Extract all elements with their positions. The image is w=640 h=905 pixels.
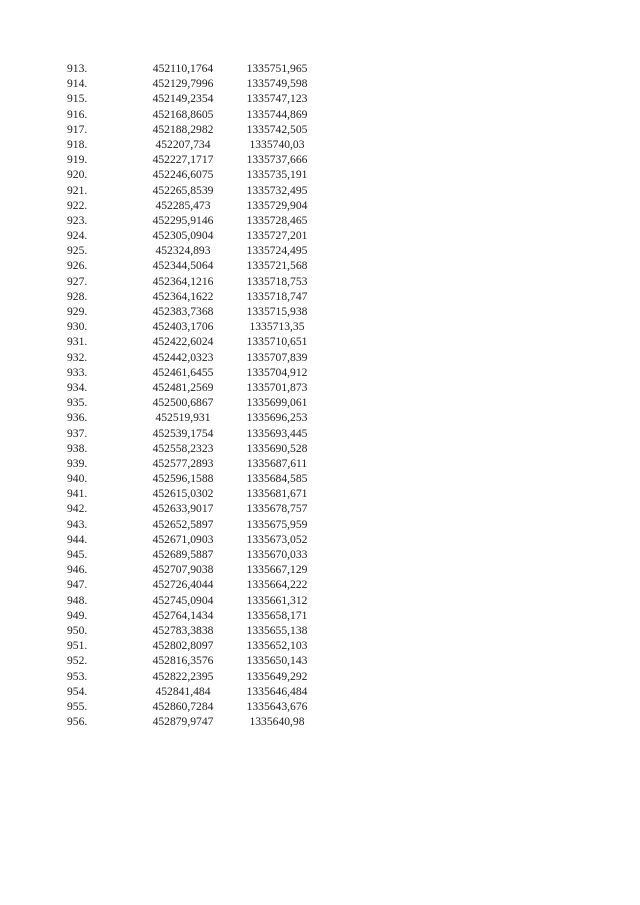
x-coordinate: 452227,1717 <box>152 153 214 167</box>
table-row <box>0 76 640 91</box>
table-row <box>0 532 640 547</box>
table-row <box>0 258 640 273</box>
table-row <box>0 471 640 486</box>
point-number: 951. <box>67 639 88 653</box>
point-number: 916. <box>67 107 88 121</box>
point-number: 920. <box>67 168 88 182</box>
table-row <box>0 426 640 441</box>
point-number: 946. <box>67 563 88 577</box>
table-row <box>0 623 640 638</box>
y-coordinate: 1335727,201 <box>246 229 308 243</box>
point-number: 913. <box>67 62 88 75</box>
y-coordinate: 1335684,585 <box>246 472 308 486</box>
y-coordinate: 1335699,061 <box>246 396 308 410</box>
point-number: 948. <box>67 593 88 607</box>
x-coordinate: 452149,2354 <box>152 92 214 106</box>
table-row <box>0 274 640 289</box>
table-row <box>0 486 640 501</box>
table-row <box>0 228 640 243</box>
y-coordinate: 1335728,465 <box>246 213 308 227</box>
y-coordinate: 1335729,904 <box>246 198 308 212</box>
y-coordinate: 1335751,965 <box>246 62 308 75</box>
table-row <box>0 167 640 182</box>
table-row <box>0 107 640 122</box>
point-number: 921. <box>67 183 88 197</box>
y-coordinate: 1335707,839 <box>246 350 308 364</box>
x-coordinate: 452442,0323 <box>152 350 214 364</box>
y-coordinate: 1335737,666 <box>246 153 308 167</box>
x-coordinate: 452285,473 <box>155 198 211 212</box>
point-number: 930. <box>67 320 88 334</box>
table-row <box>0 350 640 365</box>
y-coordinate: 1335675,959 <box>246 517 308 531</box>
x-coordinate: 452403,1706 <box>152 320 214 334</box>
x-coordinate: 452246,6075 <box>152 168 214 182</box>
x-coordinate: 452802,8097 <box>152 639 214 653</box>
point-number: 955. <box>67 699 88 713</box>
x-coordinate: 452558,2323 <box>152 441 214 455</box>
x-coordinate: 452671,0903 <box>152 532 214 546</box>
table-row <box>0 304 640 319</box>
point-number: 925. <box>67 244 88 258</box>
y-coordinate: 1335696,253 <box>246 411 308 425</box>
point-number: 915. <box>67 92 88 106</box>
point-number: 917. <box>67 122 88 136</box>
x-coordinate: 452168,8605 <box>152 107 214 121</box>
y-coordinate: 1335673,052 <box>246 532 308 546</box>
table-row <box>0 61 640 76</box>
table-row <box>0 547 640 562</box>
x-coordinate: 452265,8539 <box>152 183 214 197</box>
x-coordinate: 452295,9146 <box>152 213 214 227</box>
y-coordinate: 1335670,033 <box>246 548 308 561</box>
table-row <box>0 456 640 471</box>
table-row <box>0 380 640 395</box>
table-row <box>0 289 640 304</box>
y-coordinate: 1335701,873 <box>246 380 308 394</box>
y-coordinate: 1335740,03 <box>249 137 305 151</box>
y-coordinate: 1335724,495 <box>246 244 308 258</box>
y-coordinate: 1335643,676 <box>246 699 308 713</box>
x-coordinate: 452707,9038 <box>152 563 214 577</box>
y-coordinate: 1335646,484 <box>246 684 308 698</box>
x-coordinate: 452364,1216 <box>152 274 214 288</box>
x-coordinate: 452422,6024 <box>152 335 214 349</box>
x-coordinate: 452188,2982 <box>152 122 214 136</box>
y-coordinate: 1335658,171 <box>246 608 308 622</box>
y-coordinate: 1335650,143 <box>246 654 308 668</box>
coordinate-table <box>0 61 640 729</box>
table-row <box>0 319 640 334</box>
x-coordinate: 452129,7996 <box>152 77 214 91</box>
table-row <box>0 410 640 425</box>
x-coordinate: 452519,931 <box>155 411 211 425</box>
point-number: 923. <box>67 213 88 227</box>
x-coordinate: 452344,5064 <box>152 259 214 273</box>
table-row <box>0 91 640 106</box>
table-row <box>0 152 640 167</box>
point-number: 950. <box>67 623 88 637</box>
x-coordinate: 452110,1764 <box>152 62 214 75</box>
x-coordinate: 452860,7284 <box>152 699 214 713</box>
point-number: 939. <box>67 456 88 470</box>
table-row <box>0 608 640 623</box>
point-number: 954. <box>67 684 88 698</box>
table-row <box>0 122 640 137</box>
y-coordinate: 1335649,292 <box>246 669 308 683</box>
x-coordinate: 452596,1588 <box>152 472 214 486</box>
x-coordinate: 452207,734 <box>155 137 211 151</box>
y-coordinate: 1335681,671 <box>246 487 308 501</box>
point-number: 914. <box>67 77 88 91</box>
point-number: 918. <box>67 137 88 151</box>
table-row <box>0 243 640 258</box>
point-number: 927. <box>67 274 88 288</box>
x-coordinate: 452461,6455 <box>152 365 214 379</box>
table-row <box>0 365 640 380</box>
x-coordinate: 452500,6867 <box>152 396 214 410</box>
point-number: 949. <box>67 608 88 622</box>
point-number: 929. <box>67 305 88 318</box>
y-coordinate: 1335718,747 <box>246 289 308 303</box>
y-coordinate: 1335667,129 <box>246 563 308 577</box>
x-coordinate: 452764,1434 <box>152 608 214 622</box>
point-number: 942. <box>67 502 88 516</box>
x-coordinate: 452783,3838 <box>152 623 214 637</box>
x-coordinate: 452816,3576 <box>152 654 214 668</box>
point-number: 938. <box>67 441 88 455</box>
y-coordinate: 1335661,312 <box>246 593 308 607</box>
table-row <box>0 334 640 349</box>
table-row <box>0 593 640 608</box>
table-row <box>0 638 640 653</box>
y-coordinate: 1335747,123 <box>246 92 308 106</box>
y-coordinate: 1335640,98 <box>249 715 305 729</box>
point-number: 937. <box>67 426 88 440</box>
y-coordinate: 1335715,938 <box>246 305 308 318</box>
point-number: 952. <box>67 654 88 668</box>
x-coordinate: 452726,4044 <box>152 578 214 592</box>
y-coordinate: 1335744,869 <box>246 107 308 121</box>
y-coordinate: 1335704,912 <box>246 365 308 379</box>
point-number: 936. <box>67 411 88 425</box>
x-coordinate: 452822,2395 <box>152 669 214 683</box>
point-number: 945. <box>67 548 88 561</box>
point-number: 944. <box>67 532 88 546</box>
table-row <box>0 395 640 410</box>
point-number: 943. <box>67 517 88 531</box>
table-row <box>0 198 640 213</box>
y-coordinate: 1335678,757 <box>246 502 308 516</box>
table-row <box>0 441 640 456</box>
y-coordinate: 1335732,495 <box>246 183 308 197</box>
y-coordinate: 1335687,611 <box>246 456 308 470</box>
y-coordinate: 1335652,103 <box>246 639 308 653</box>
x-coordinate: 452324,893 <box>155 244 211 258</box>
table-row <box>0 669 640 684</box>
point-number: 919. <box>67 153 88 167</box>
point-number: 928. <box>67 289 88 303</box>
x-coordinate: 452615,0302 <box>152 487 214 501</box>
table-row <box>0 213 640 228</box>
table-row <box>0 501 640 516</box>
point-number: 956. <box>67 715 88 729</box>
x-coordinate: 452652,5897 <box>152 517 214 531</box>
x-coordinate: 452364,1622 <box>152 289 214 303</box>
y-coordinate: 1335721,568 <box>246 259 308 273</box>
x-coordinate: 452745,0904 <box>152 593 214 607</box>
table-row <box>0 653 640 668</box>
point-number: 933. <box>67 365 88 379</box>
x-coordinate: 452841,484 <box>155 684 211 698</box>
y-coordinate: 1335655,138 <box>246 623 308 637</box>
x-coordinate: 452577,2893 <box>152 456 214 470</box>
x-coordinate: 452879,9747 <box>152 715 214 729</box>
point-number: 953. <box>67 669 88 683</box>
point-number: 947. <box>67 578 88 592</box>
y-coordinate: 1335693,445 <box>246 426 308 440</box>
table-row <box>0 562 640 577</box>
table-row <box>0 517 640 532</box>
y-coordinate: 1335718,753 <box>246 274 308 288</box>
x-coordinate: 452689,5887 <box>152 548 214 561</box>
point-number: 934. <box>67 380 88 394</box>
point-number: 932. <box>67 350 88 364</box>
x-coordinate: 452305,0904 <box>152 229 214 243</box>
table-row <box>0 577 640 592</box>
table-row <box>0 699 640 714</box>
x-coordinate: 452539,1754 <box>152 426 214 440</box>
table-row <box>0 183 640 198</box>
y-coordinate: 1335713,35 <box>249 320 305 334</box>
table-row <box>0 137 640 152</box>
y-coordinate: 1335710,651 <box>246 335 308 349</box>
table-row <box>0 714 640 729</box>
y-coordinate: 1335749,598 <box>246 77 308 91</box>
point-number: 922. <box>67 198 88 212</box>
x-coordinate: 452481,2569 <box>152 380 214 394</box>
point-number: 924. <box>67 229 88 243</box>
point-number: 941. <box>67 487 88 501</box>
point-number: 931. <box>67 335 88 349</box>
point-number: 935. <box>67 396 88 410</box>
point-number: 940. <box>67 472 88 486</box>
point-number: 926. <box>67 259 88 273</box>
y-coordinate: 1335735,191 <box>246 168 308 182</box>
table-row <box>0 684 640 699</box>
y-coordinate: 1335690,528 <box>246 441 308 455</box>
x-coordinate: 452633,9017 <box>152 502 214 516</box>
y-coordinate: 1335742,505 <box>246 122 308 136</box>
x-coordinate: 452383,7368 <box>152 305 214 318</box>
y-coordinate: 1335664,222 <box>246 578 308 592</box>
